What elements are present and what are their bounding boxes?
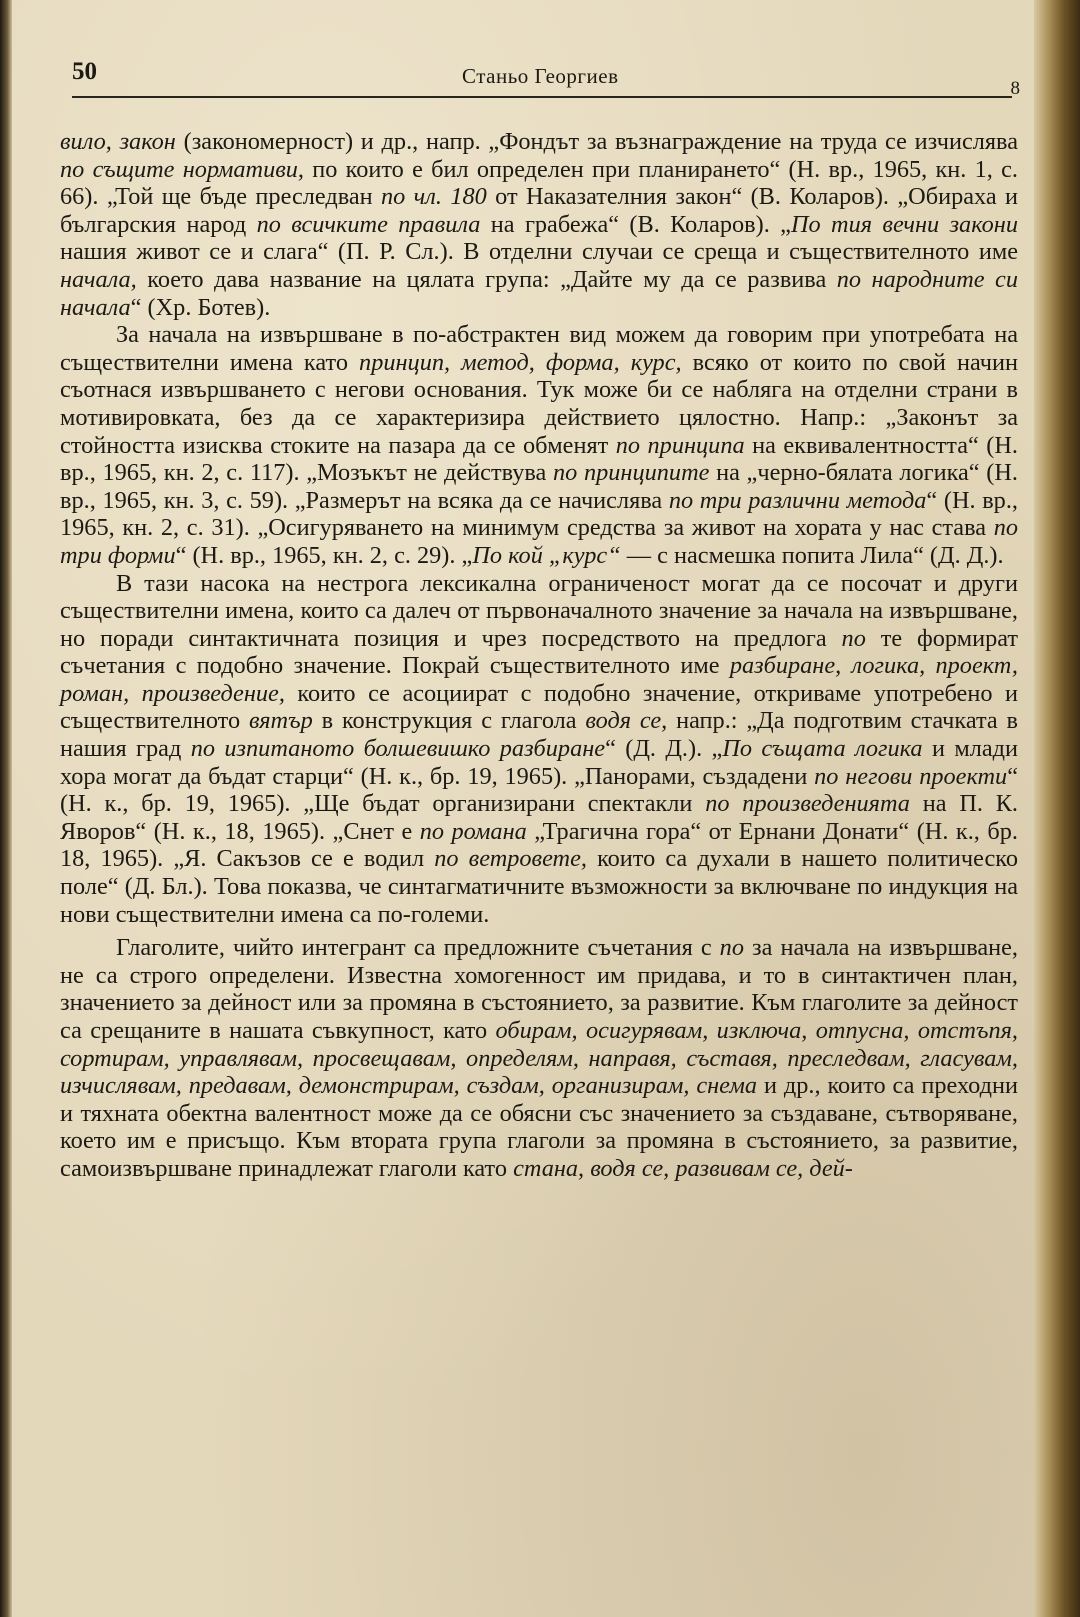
paragraph	[60, 934, 1018, 1182]
italic-run: обирам, осигурявам, изключа, отпусна, отстъпя, сортирам, управлявам, просвещавам, определям, направя, съставя, преследвам, гласувам, изчислявам, предавам, демонстрирам, създам, организирам, снема	[60, 1017, 1018, 1100]
italic-run: по негови проекти	[814, 762, 1008, 790]
header-rule	[72, 96, 1012, 98]
italic-run: По кой „курс“	[472, 541, 621, 569]
margin-mark: 8	[1010, 78, 1020, 99]
italic-run: По тия вечни закони	[790, 210, 1018, 238]
italic-run: по романа	[419, 817, 527, 845]
italic-run: По същата логика	[722, 735, 923, 763]
paragraph	[60, 321, 1018, 569]
text-run: нашия живот се и слага“ (П. Р. Сл.). В отделни случаи се среща и съществителното име	[60, 238, 1018, 266]
italic-run: по чл. 180	[381, 183, 487, 211]
italic-run: по произведенията	[705, 790, 910, 818]
text-run: “ (Хр. Ботев).	[130, 293, 271, 321]
text-run: на П. К. Яворов“ (Н. к., 18, 1965). „Снет е	[60, 790, 1018, 845]
italic-run: по принципите	[553, 459, 710, 487]
text-run: в конструкция с глагола	[312, 707, 586, 735]
text-run: “ (Д. Д.). „	[605, 735, 723, 763]
text-run: “ (Н. вр., 1965, кн. 2, с. 29). „	[175, 541, 473, 569]
book-spine-edge	[1034, 0, 1080, 1617]
italic-run: водя се,	[585, 707, 668, 735]
text-run: които са духали в нашето политическо поле“ (Д. Бл.). Това показва, че синтагматичните възможности за включване по индукция на нови съществителни имена са по-големи.	[60, 845, 1018, 928]
text-run: по които е бил определен при планирането“ (Н. вр., 1965, кн. 1, с. 66). „Той ще бъде преследван	[60, 155, 1018, 211]
italic-run: по три форми	[60, 514, 1018, 569]
text-run: (закономерност) и др., напр. „Фондът за възнаграждение на труда се изчислява	[175, 128, 1018, 155]
text-run: които се асоциират с подобно значение, откриваме употребено и съществителното	[60, 679, 1019, 735]
text-run: „Трагична гора“ от Ернани Донати“ (Н. к., бр. 18, 1965). „Я. Сакъзов се е водил	[60, 817, 1018, 873]
text-run: на еквивалентността“ (Н. вр., 1965, кн. 2, с. 117). „Мозъкът не действува	[60, 431, 1018, 487]
italic-run: по изпитаното болшевишко разбиране	[190, 735, 606, 763]
italic-run: по ветровете,	[434, 845, 587, 873]
text-run: на грабежа“ (В. Коларов). „	[480, 210, 791, 238]
italic-run: по три различни метода	[668, 486, 927, 514]
italic-run: разбиране, логика, проект, роман, произведение,	[60, 652, 1018, 707]
page-header	[72, 52, 1020, 99]
italic-run: стана, водя се, развивам се, дей-	[513, 1154, 853, 1182]
italic-run: по народните си начала	[60, 265, 1018, 321]
italic-run: вило, закон	[60, 128, 176, 155]
text-run: и млади хора могат да бъдат старци“ (Н. к., бр. 19, 1965). „Панорами, създадени	[60, 735, 1018, 790]
text-run: За начала на извършване в по-абстрактен вид можем да говорим при употребата на съществителни имена като	[60, 321, 1018, 376]
text-run: В тази насока на нестрога лексикална ограниченост могат да се посочат и други съществителни имена, които са далеч от първоначалното значение за начала на извършване, но поради синтактичната позиция и чрез посредството на предлога	[60, 569, 1018, 652]
page-left-edge	[0, 0, 12, 1617]
italic-run: принцип, метод, форма, курс,	[359, 348, 682, 376]
italic-run: по принципа	[615, 431, 745, 459]
text-run: те формират съчетания с подобно значение. Покрай съществителното име	[60, 624, 1018, 680]
text-run: всяко от които по свой начин съотнася извършването с негови основания. Тук може би се набляга на отделни страни в мотивировката, без да се характеризира действието цялостно. Напр.: „Законът за стойността изисква стоките на пазара да се обменят	[60, 348, 1019, 459]
text-run: и др., които са преходни и тяхната обектна валентност може да се обясни със значението за създаване, сътворяване, което им е присъщо. Към втората група глаголи за промяна в състоянието, за развитие, самоизвършване принадлежат глаголи като	[60, 1072, 1018, 1182]
text-run: от Наказателния закон“ (В. Коларов). „Обираха и българския народ	[60, 183, 1018, 238]
italic-run: начала,	[60, 265, 137, 293]
body-text	[60, 128, 1018, 1183]
text-run: — с насмешка попита Лила“ (Д. Д.).	[620, 541, 1004, 569]
text-run: което дава название на цялата група: „Дайте му да се развива	[136, 265, 837, 293]
running-title: Станьо Георгиев	[462, 64, 619, 88]
paragraph	[60, 570, 1018, 929]
text-run: за начала на извършване, не са строго определени. Известна хомогенност им придава, и то в синтактичен план, значението за дейност или за промяна в състоянието, за развитие. Към глаголите за дейност са срещаните в нашата съвкупност, като	[60, 934, 1019, 1044]
italic-run: вятър	[248, 707, 313, 735]
italic-run: по същите нормативи,	[60, 155, 304, 183]
italic-run: по всичките правила	[256, 210, 481, 238]
page-number: 50	[72, 58, 97, 85]
text-run: на „черно-бялата логика“ (Н. вр., 1965, кн. 3, с. 59). „Размерът на всяка да се начислява	[60, 459, 1018, 514]
text-run: “ (Н. вр., 1965, кн. 2, с. 31). „Осигуряването на минимум средства за живот на хората у нас става	[60, 486, 1018, 542]
text-run: “ (Н. к., бр. 19, 1965). „Ще бъдат организирани спектакли	[60, 762, 1018, 818]
text-run: Глаголите, чийто интегрант са предложните съчетания с	[116, 934, 720, 962]
italic-run: по	[841, 624, 866, 652]
text-run: напр.: „Да подготвим стачката в нашия град	[60, 707, 1019, 763]
paragraph	[60, 128, 1018, 321]
italic-run: по	[719, 934, 744, 962]
